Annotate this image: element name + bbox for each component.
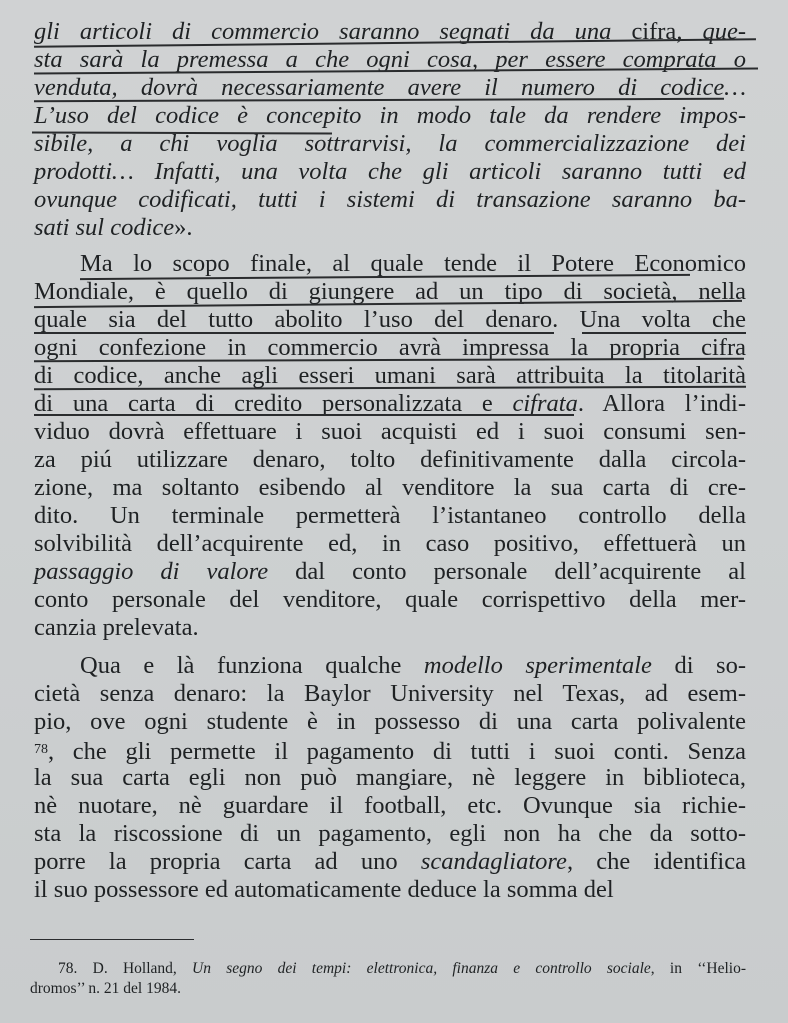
text-run: zione, ma soltanto esibendo al venditore la sua carta di cre-: [34, 474, 746, 501]
text-run: modello sperimentale: [423, 652, 652, 679]
text-run: cietà senza denaro: la Baylor University nel Texas, ad esem-: [34, 680, 746, 707]
text-line: [34, 214, 746, 242]
footnote-run: 78. D. Holland,: [58, 960, 193, 977]
text-line: [34, 848, 746, 876]
footnote-run: dromos’’ n. 21 del 1984.: [30, 980, 181, 997]
text-line: [34, 586, 746, 614]
text-line: [34, 474, 746, 502]
text-run: prodotti… Infatti, una volta che gli articoli saranno tutti ed: [34, 158, 746, 185]
text-line: [34, 158, 746, 186]
text-line: [34, 418, 746, 446]
text-line: [34, 502, 746, 530]
text-run: venduta, dovrà necessariamente avere il numero di codice…: [34, 74, 746, 101]
text-line: [34, 876, 746, 904]
text-run: . Allora l’indi-: [577, 390, 746, 417]
text-run: passaggio di valore: [34, 558, 269, 585]
text-run: dal conto personale dell’acquirente al: [268, 558, 746, 585]
pen-underline: [34, 414, 574, 416]
text-line: [34, 558, 746, 586]
text-run: , che identifica: [566, 848, 746, 875]
text-run: nè nuotare, nè guardare il football, etc. Ovunque sia richie-: [34, 792, 746, 819]
text-line: [80, 652, 746, 680]
text-line: [34, 102, 746, 130]
text-line: [34, 130, 746, 158]
text-run: viduo dovrà effettuare i suoi acquisti ed i suoi consumi sen-: [34, 418, 746, 445]
text-run: di so-: [651, 652, 746, 679]
text-line: [34, 708, 746, 736]
text-run: ovunque codificati, tutti i sistemi di transazione saranno ba-: [34, 186, 746, 213]
pen-underline: [582, 332, 746, 334]
text-run: L’uso del codice è concepito in modo tale da rendere impos-: [34, 102, 746, 129]
text-line: [34, 186, 746, 214]
footnote-line: [58, 958, 746, 979]
text-run: solvibilità dell’acquirente ed, in caso positivo, effettuerà un: [34, 530, 746, 557]
text-run: quale sia del tutto abolito l’uso del denaro. Una volta che: [34, 306, 746, 333]
text-line: [34, 820, 746, 848]
text-run: Ma lo scopo finale, al quale tende il Potere Economico: [80, 250, 746, 277]
text-run: sati sul codice: [34, 214, 175, 241]
text-line: [34, 792, 746, 820]
footnote-line: [30, 978, 746, 999]
footnote-rule: [30, 939, 194, 940]
text-line: [34, 306, 746, 334]
text-line: [34, 530, 746, 558]
text-line: [34, 446, 746, 474]
text-run: sta la riscossione di un pagamento, egli non ha che da sotto-: [34, 820, 746, 847]
text-run: canzia prelevata.: [34, 614, 199, 641]
footnote-ref: 78: [34, 742, 48, 757]
text-run: conto personale del venditore, quale corrispettivo della mer-: [34, 586, 746, 613]
text-run: di una carta di credito personalizzata e: [34, 390, 513, 417]
pen-underline: [34, 332, 554, 334]
text-run: gli articoli di commercio saranno segnati da una: [34, 18, 632, 45]
text-run: , que-: [676, 18, 746, 45]
footnote-run: , in ‘‘Helio-: [650, 960, 746, 977]
text-run: Qua e là funziona qualche: [80, 652, 424, 679]
text-run: porre la propria carta ad uno: [34, 848, 421, 875]
text-run: ».: [174, 214, 193, 241]
text-line: [34, 680, 746, 708]
text-line: [34, 764, 746, 792]
text-run: ogni confezione in commercio avrà impressa la propria cifra: [34, 334, 746, 361]
text-run: pio, ove ogni studente è in possesso di una carta polivalente: [34, 708, 746, 735]
text-run: la sua carta egli non può mangiare, nè leggere in biblioteca,: [34, 764, 746, 791]
text-run: za piú utilizzare denaro, tolto definitivamente dalla circola-: [34, 446, 746, 473]
text-run: di codice, anche agli esseri umani sarà attribuita la titolarità: [34, 362, 746, 389]
text-run: scandagliatore: [420, 848, 567, 875]
footnote-run: Un segno dei tempi: elettronica, finanza e controllo sociale: [192, 960, 651, 977]
text-run: sibile, a chi voglia sottrarvisi, la commercializzazione dei: [34, 130, 746, 157]
text-run: Mondiale, è quello di giungere ad un tipo di società, nella: [34, 278, 746, 305]
text-line: [34, 736, 746, 766]
text-run: sta sarà la premessa a che ogni cosa, per essere comprata o: [34, 46, 746, 73]
text-run: il suo possessore ed automaticamente deduce la somma del: [34, 876, 614, 903]
text-line: [34, 614, 746, 642]
text-run: cifrata: [512, 390, 578, 417]
text-run: dito. Un terminale permetterà l’istantaneo controllo della: [34, 502, 746, 529]
text-run: cifra: [631, 18, 677, 45]
text-run: , che gli permette il pagamento di tutti i suoi conti. Senza: [48, 738, 746, 765]
